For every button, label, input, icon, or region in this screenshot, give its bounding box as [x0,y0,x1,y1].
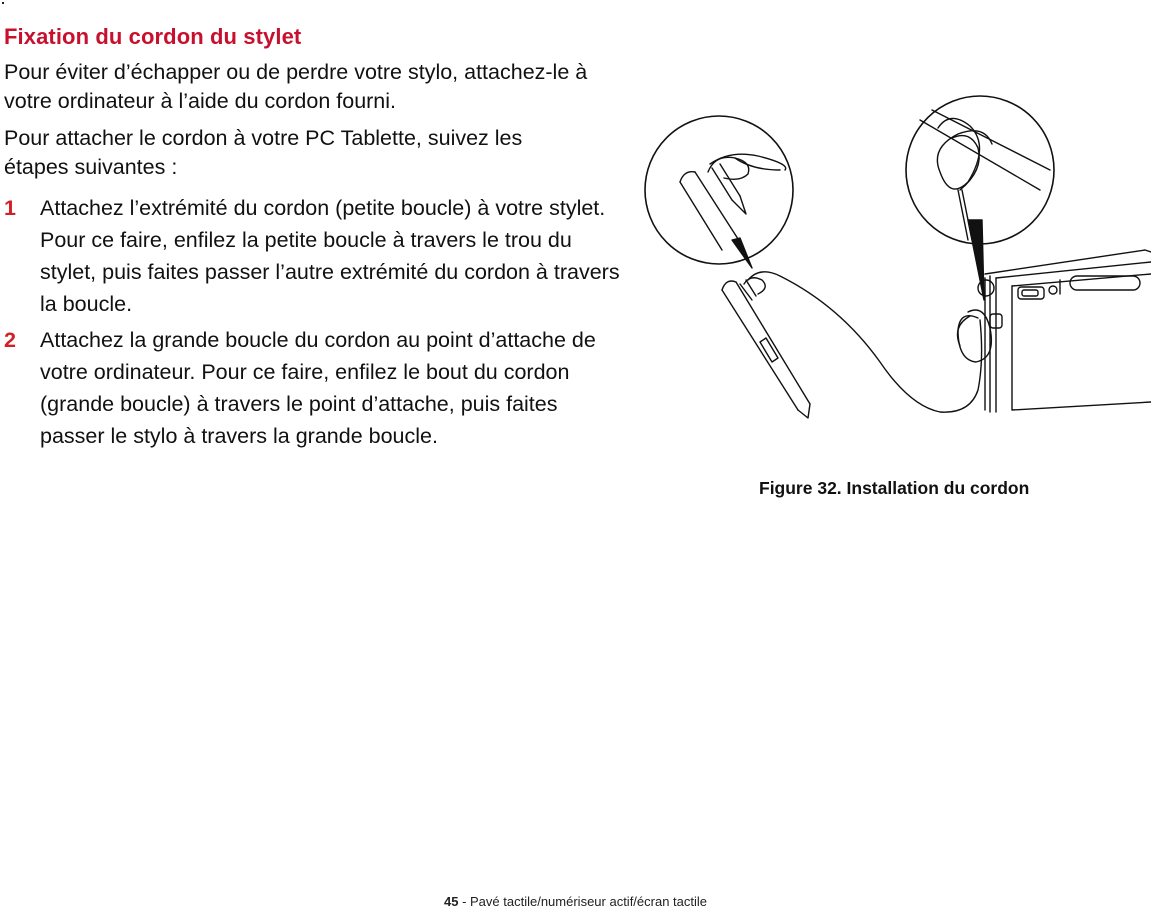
intro-paragraph: Pour éviter d’échapper ou de perdre votre stylo, attachez-le à votre ordinateur à l’aide du cordon fourni. [4,60,588,113]
tablet-anchor-detail-icon [906,96,1054,300]
pen-loop-detail-icon [645,116,793,268]
step-item [4,192,624,320]
page-footer [0,894,1151,909]
tablet-icon [978,250,1151,412]
stylus-pen-icon [722,280,810,418]
step-text: Attachez la grande boucle du cordon au point d’attache de votre ordinateur. Pour ce faire, enfilez le bout du cordon (grande boucle) à travers le point d’attache, puis faites passer le stylo à travers la grande boucle. [40,328,596,448]
page-corner-mark [2,2,4,4]
page-number: 45 [443,894,459,909]
stylus-tether-illustration [640,90,1151,440]
step-number: 2 [4,328,16,352]
footer-section-title: Pavé tactile/numériseur actif/écran tactile [470,894,708,909]
step-number: 1 [4,196,16,220]
tether-cord-icon [744,272,991,412]
step-text: Attachez l’extrémité du cordon (petite boucle) à votre stylet. Pour ce faire, enfilez la petite boucle à travers le trou du stylet, puis faites passer l’autre extrémité du cordon à travers la boucle. [40,196,620,316]
section-heading: Fixation du cordon du stylet [4,24,302,49]
footer-separator: - [458,894,471,909]
step-item [4,324,624,452]
steps-intro-paragraph: Pour attacher le cordon à votre PC Tablette, suivez les étapes suivantes : [4,126,523,179]
figure-caption: Figure 32. Installation du cordon [759,478,1030,498]
